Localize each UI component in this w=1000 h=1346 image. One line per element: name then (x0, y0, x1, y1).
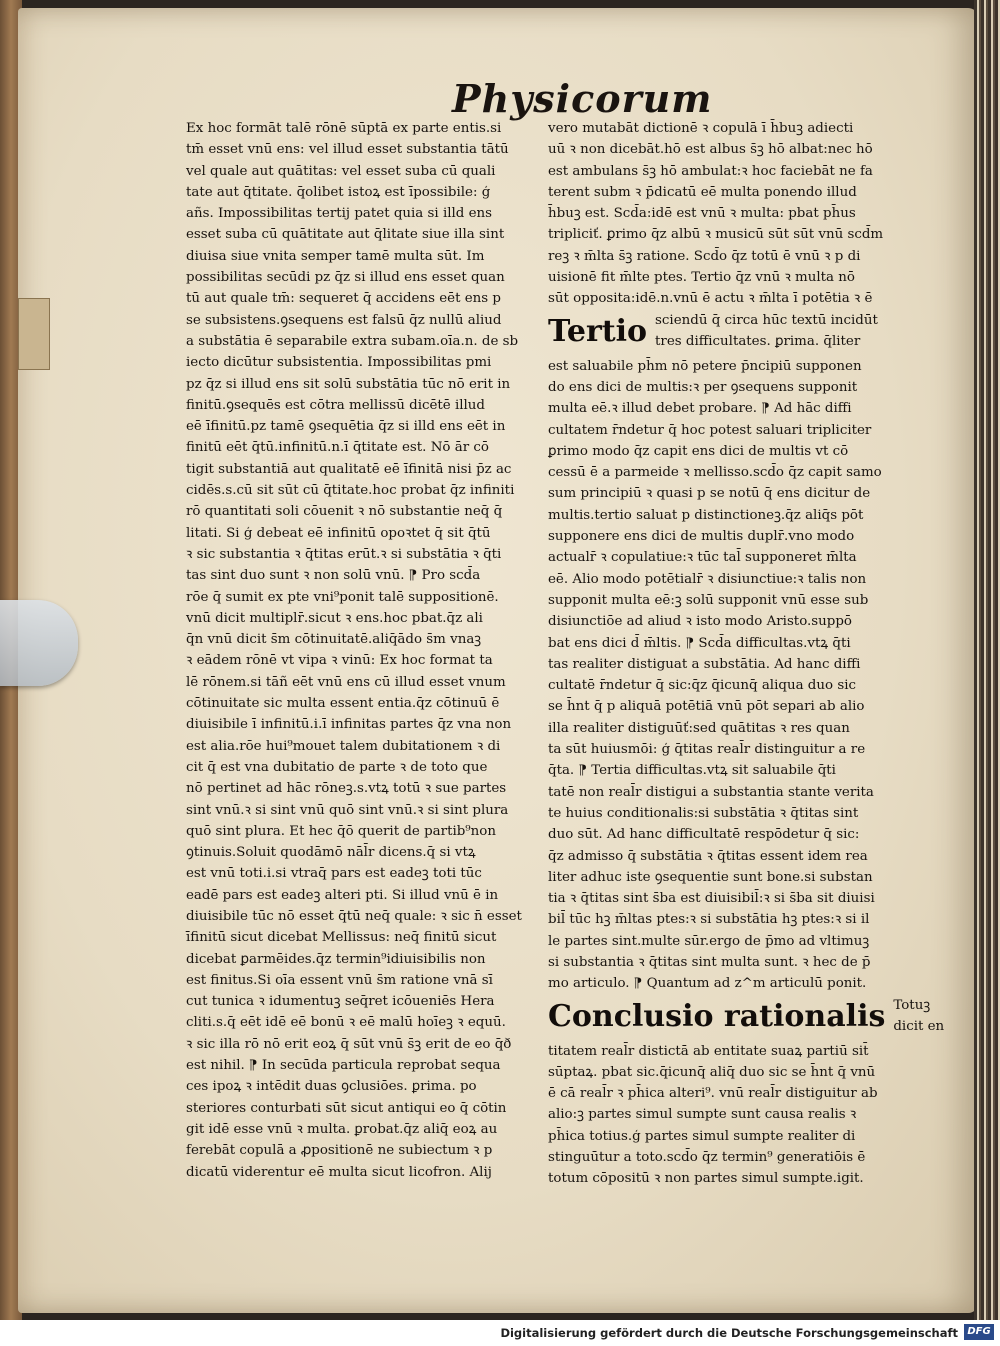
conclusio-heading: Conclusio rationalis (548, 998, 886, 1034)
text-column-left (186, 118, 531, 1183)
text-line: tas sint duo sunt ꝛ non solū vnū. ⁋ Pro scd̄a (186, 568, 481, 584)
text-line: est alia.rōe hui⁹mouet talem dubitationem ꝛ di (186, 738, 501, 754)
text-line: pz q̄z si illud ens sit solū substātia tūc nō erit in (186, 376, 511, 392)
text-line: sint vnū.ꝛ si sint vnū quō sint vnū.ꝛ si sint plura (186, 802, 509, 818)
right-column-bottom-text (548, 1041, 893, 1190)
text-line: cut tunica ꝛ idumentuꝫ seq̄ret icōueniēs Hera (186, 994, 495, 1010)
text-line: terent subm ꝛ p̄dicatū eē multa ponendo illud (548, 184, 857, 200)
page-tab-marker (18, 298, 50, 370)
text-line: tatē non real̄r distigui a substantia stante verita (548, 784, 874, 800)
text-line: ꝛ eādem rōnē vt vipa ꝛ vinū: Ex hoc format ta (186, 653, 493, 669)
text-line: cliti.s.q̄ eēt idē eē bonū ꝛ eē malū hoīeꝫ ꝛ equū. (186, 1015, 506, 1031)
text-line: īfinitū sicut dicebat Mellissus: neq̄ finitū sicut (186, 930, 497, 946)
text-line: sciendū q̄ circa hūc textū incidūt (655, 312, 878, 328)
text-line: dicebat ꝑarmēides.q̄z termin⁹idiuisibilis non (186, 951, 486, 967)
text-column-right (548, 118, 945, 1190)
text-line: diuisibile ī infinitū.i.ī infinitas partes q̄z vna non (186, 717, 512, 733)
text-line: est ambulans s̄ꝫ hō ambulat:ꝛ hoc faciebāt ne fa (548, 163, 873, 179)
text-line: tia ꝛ q̄titas sint s̄ba est diuisibil̄:ꝛ si s̄ba sit diuisi (548, 891, 875, 907)
text-line: git idē esse vnū ꝛ multa. ꝑrobat.q̄z aliq̄ eoꝝ au (186, 1121, 498, 1137)
text-line: eē īfinitū.pz tamē ꝯsequētia q̄z si illd ens eēt in (186, 419, 506, 435)
footer-credit: Digitalisierung gefördert durch die Deutsche Forschungsgemeinschaft (500, 1326, 958, 1340)
running-head: Physicorum (452, 76, 713, 121)
text-line: tū aut quale tm̄: sequeret q̄ accidens eēt ens p (186, 291, 501, 307)
text-line: duo sūt. Ad hanc difficultatē respōdetur q̄ sic: (548, 827, 860, 843)
right-column-top-text (548, 118, 893, 310)
text-line: tres difficultates. ꝑrima. q̄liter (655, 333, 861, 349)
text-line: bil̄ tūc hꝫ m̄ltas ptes:ꝛ si substātia hꝫ ptes:ꝛ si il (548, 912, 870, 928)
text-line: dicit en (893, 1018, 945, 1034)
text-line: est finitus.Si oīa essent vnū s̄m ratione vnā sī (186, 972, 493, 988)
text-line: añs. Impossibilitas tertij patet quia si illd ens (186, 206, 493, 222)
text-line: titatem real̄r distictā ab entitate suaꝝ partiū sit̄ (548, 1043, 869, 1059)
tertio-side-text (655, 310, 878, 353)
text-line: uisionē fit m̄lte ptes. Tertio q̄z vnū ꝛ multa nō (548, 270, 855, 286)
text-line: bat ens dici d̄ m̄ltis. ⁋ Scd̄a difficultas.vtꝝ q̄ti (548, 635, 851, 651)
text-line: ꝑrimo modo q̄z capit ens dici de multis vt cō (548, 443, 849, 459)
text-line: tas realiter distiguat a substātia. Ad hanc diffi (548, 656, 861, 672)
text-line: si substantia ꝛ q̄titas sint multa sunt. ꝛ hec de p̄ (548, 954, 871, 970)
text-line: ꝯtinuis.Soluit quodāmō nāl̄r dicens.q̄ si vtꝝ (186, 845, 476, 861)
text-line: est nihil. ⁋ In secūda particula reprobat sequa (186, 1058, 501, 1074)
text-line: ph̄ica totius.ģ partes simul sumpte realiter di (548, 1128, 856, 1144)
text-line: dicatū viderentur eē multa sicut licofron. Alij (186, 1164, 492, 1180)
text-line: sum principiū ꝛ quasi p se notū q̄ ens dicitur de (548, 486, 871, 502)
page-holder-clip (0, 600, 78, 686)
text-line: cōtinuitate sic multa essent entia.q̄z cōtinuū ē (186, 696, 500, 712)
text-line: cit q̄ est vna dubitatio de parte ꝛ de toto que (186, 759, 488, 775)
text-line: tate aut q̄titate. q̄olibet istoꝝ est īpossibile: ģ (186, 184, 491, 200)
conclusio-heading-row (548, 995, 945, 1041)
text-line: alio:ꝫ partes simul sumpte sunt causa realis ꝛ (548, 1107, 857, 1123)
text-line: eē. Alio modo potētialr̄ ꝛ disiunctiue:ꝛ talis non (548, 571, 867, 587)
text-line: diuisa siue vnita semper tamē multa sūt. Im (186, 248, 485, 264)
text-line: vel quale aut quātitas: vel esset suba cū quali (186, 163, 496, 179)
text-line: vero mutabāt dictionē ꝛ copulā ī h̄buꝫ adiecti (548, 121, 854, 136)
dfg-logo: DFG (964, 1324, 994, 1340)
text-line: cultatē r̄ndetur q̄ sic:q̄z q̄icunq̄ aliqua duo sic (548, 678, 856, 694)
text-line: Totuꝫ (893, 997, 931, 1013)
text-line: steriores conturbati sūt sicut antiqui eo q̄ cōtin (186, 1100, 507, 1116)
text-line: tm̄ esset vnū ens: vel illud esset substantia tātū (186, 142, 509, 158)
text-line: diuisibile tūc nō esset q̄tū neq̄ quale: ꝛ sic n̄ esset (186, 908, 522, 924)
text-line: ferebāt copulā a ꝓpositionē ne subiectum ꝛ p (186, 1143, 493, 1159)
text-line: ta sūt huiusmōi: ģ q̄titas real̄r distinguitur a re (548, 742, 866, 758)
text-line: rō quantitati soli cōuenit ꝛ nō substantie neq̄ q̄ (186, 504, 503, 520)
text-line: quō sint plura. Et hec q̄ō querit de partib⁹non (186, 823, 496, 839)
text-line: supponere ens dici de multis duplr̄.vno modo (548, 529, 855, 545)
digitization-footer (0, 1320, 1000, 1346)
text-line: disiunctiōe ad aliud ꝛ isto modo Aristo.suppō (548, 614, 852, 630)
text-line: te huius conditionalis:si substātia ꝛ q̄titas sint (548, 805, 859, 821)
text-line: cultatem r̄ndetur q̄ hoc potest saluari tripliciter (548, 422, 872, 438)
text-line: ces ipoꝝ ꝛ intēdit duas ꝯclusiōes. ꝑrima. po (186, 1079, 477, 1095)
conclusio-side-text (893, 995, 944, 1038)
text-line: mo articulo. ⁋ Quantum ad z^m articulū ponit. (548, 976, 867, 992)
text-line: liter adhuc iste ꝯsequentie sunt bone.si substan (548, 869, 873, 885)
text-line: iecto dicūtur subsistentia. Impossibilitas pmi (186, 355, 492, 371)
tertio-heading: Tertio (548, 313, 648, 349)
text-line: a substātia ē separabile extra subam.oīa.n. de sb (186, 333, 519, 349)
right-column-middle-text (548, 356, 893, 995)
text-line: ē cā real̄r ꝛ ph̄ica alteri⁹. vnū real̄r distiguitur ab (548, 1086, 878, 1102)
text-line: eadē pars est eadeꝫ alteri pti. Si illud vnū ē in (186, 887, 499, 903)
text-line: tigit substantiā aut qualitatē eē īfinitā nisi p̄z ac (186, 461, 512, 477)
text-line: stinguūtur a toto.scd̄o q̄z termin⁹ generatiōis ē (548, 1150, 866, 1166)
text-line: ꝛ sic substantia ꝛ q̄titas erūt.ꝛ si substātia ꝛ q̄ti (186, 546, 502, 562)
text-line: se h̄nt q̄ p aliquā potētiā vnū pōt separi ab alio (548, 699, 865, 715)
text-line: litati. Si ģ debeat eē infinitū opoꝛtet q̄ sit q̄tū (186, 525, 491, 541)
text-line: cidēs.s.cū sit sūt cū q̄titate.hoc probat q̄z infiniti (186, 483, 515, 499)
tertio-heading-row (548, 310, 893, 356)
text-line: illa realiter distiguūť:sed quātitas ꝛ res quan (548, 720, 850, 736)
text-line: sūt opposita:idē.n.vnū ē actu ꝛ m̄lta ī potētia ꝛ ē (548, 291, 873, 307)
text-line: le partes sint.multe sūr.ergo de p̄mo ad vltimuꝫ (548, 933, 870, 949)
text-line: multis.tertio saluat p distinctioneꝫ.q̄z aliq̄s pōt (548, 507, 864, 523)
text-line: reꝫ ꝛ m̄lta s̄ꝫ ratione. Scd̄o q̄z totū ē vnū ꝛ p di (548, 248, 861, 264)
text-line: Ex hoc formāt talē rōnē sūptā ex parte entis.si (186, 121, 502, 136)
text-line: q̄z admisso q̄ substātia ꝛ q̄titas essent idem rea (548, 848, 868, 864)
text-line: possibilitas secūdi pz q̄z si illud ens esset quan (186, 270, 505, 286)
page-edges-right (974, 0, 1000, 1320)
text-line: ꝛ sic illa rō nō erit eoꝝ q̄ sūt vnū s̄ꝫ erit de eo q̄ð (186, 1036, 512, 1052)
text-line: lē rōnem.si tāñ eēt vnū ens cū illud esset vnum (186, 674, 506, 690)
text-line: finitū eēt q̄tū.infinitū.n.ī q̄titate est. Nō ār cō (186, 440, 489, 456)
text-line: rōe q̄ sumit ex pte vni⁹ponit talē suppositionē. (186, 589, 499, 605)
text-line: tripliciť. ꝑrimo q̄z albū ꝛ musicū sūt sūt vnū scd̄m (548, 227, 884, 243)
text-line: est saluabile ph̄m nō petere p̄ncipiū supponen (548, 358, 862, 374)
text-line: actualr̄ ꝛ copulatiue:ꝛ tūc tal̄ supponeret m̄lta (548, 550, 857, 566)
text-line: totum cōpositū ꝛ non partes simul sumpte.igit. (548, 1171, 864, 1187)
text-line: se subsistens.ꝯsequens est falsū q̄z nullū aliud (186, 312, 502, 328)
text-line: q̄n vnū dicit s̄m cōtinuitatē.aliq̄ādo s̄m vnaꝫ (186, 632, 482, 648)
text-line: finitū.ꝯsequēs est cōtra mellissū dicētē illud (186, 397, 486, 413)
text-line: do ens dici de multis:ꝛ per ꝯsequens supponit (548, 379, 858, 395)
text-line: sūptaꝝ. pbat sic.q̄icunq̄ aliq̄ duo sic se h̄nt q̄ vnū (548, 1064, 876, 1080)
text-line: multa eē.ꝛ illud debet probare. ⁋ Ad hāc diffi (548, 401, 852, 417)
text-line: q̄ta. ⁋ Tertia difficultas.vtꝝ sit saluabile q̄ti (548, 763, 836, 779)
text-line: cessū ē a parmeide ꝛ mellisso.scd̄o q̄z capit samo (548, 465, 882, 481)
text-line: uū ꝛ non dicebāt.hō est albus s̄ꝫ hō albat:nec hō (548, 142, 873, 158)
text-line: esset suba cū quātitate aut q̄litate siue illa sint (186, 227, 505, 243)
text-line: vnū dicit multiplr̄.sicut ꝛ ens.hoc pbat.q̄z ali (186, 610, 483, 626)
text-line: est vnū toti.i.si vtraq̄ pars est eadeꝫ toti tūc (186, 866, 482, 882)
text-line: h̄buꝫ est. Scd̄a:idē est vnū ꝛ multa: pbat ph̄us (548, 206, 856, 222)
text-line: supponit multa eē:ꝫ solū supponit vnū esse sub (548, 592, 869, 608)
text-line: nō pertinet ad hāc rōneꝫ.s.vtꝝ totū ꝛ sue partes (186, 781, 507, 797)
